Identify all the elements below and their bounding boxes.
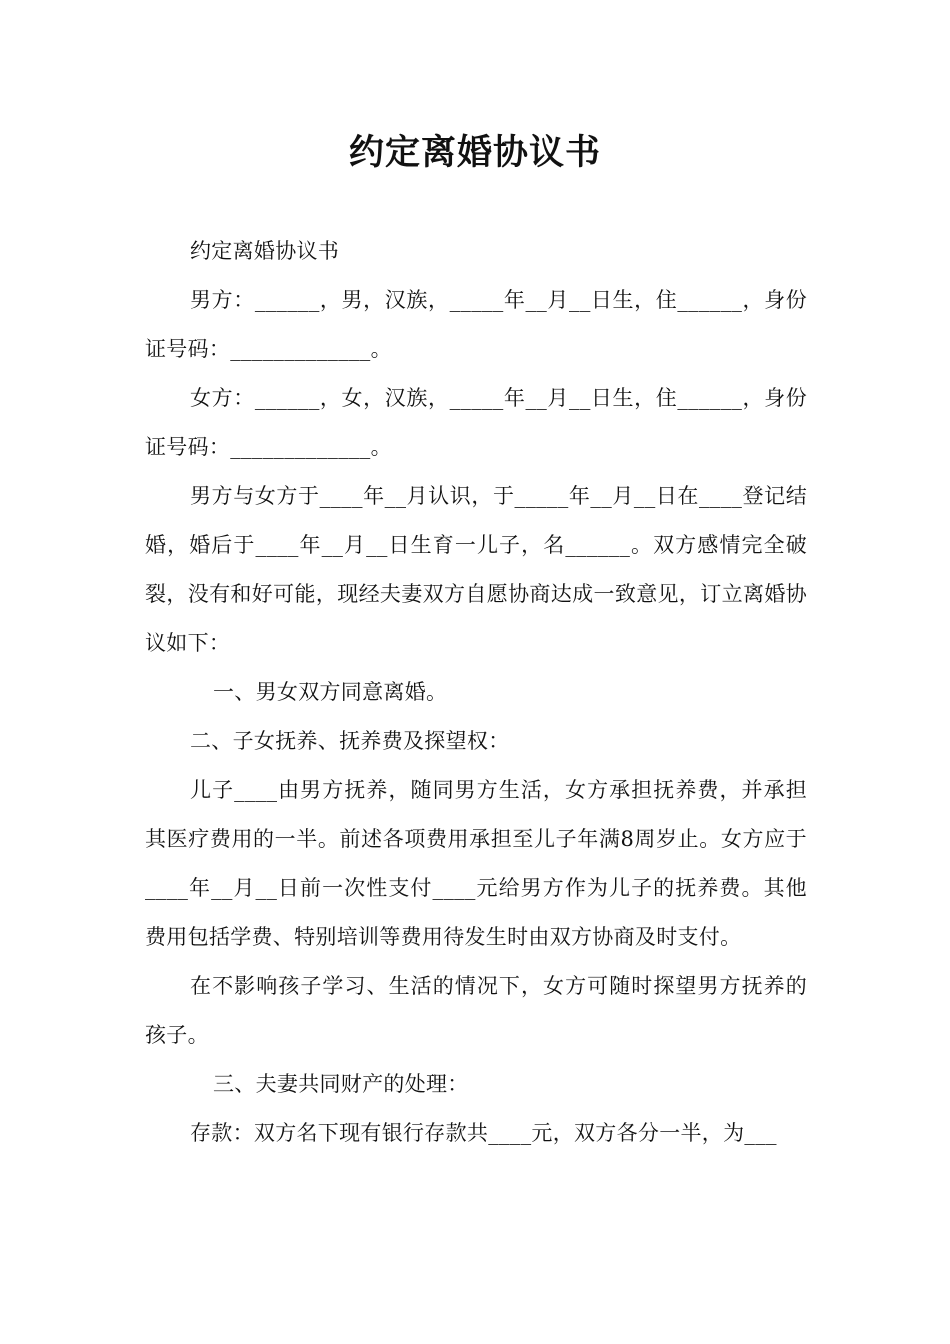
paragraph-clause-2-heading: 二、子女抚养、抚养费及探望权： (190, 729, 510, 753)
paragraph-clause-1: 一、男女双方同意离婚。 (213, 680, 448, 704)
document-body (145, 227, 807, 1158)
paragraph-male-party: 男方：______，男，汉族，_____年__月__日生，住______，身份证号码：_____________。 (145, 288, 807, 361)
paragraph-clause-3-heading: 三、夫妻共同财产的处理： (213, 1072, 469, 1096)
paragraph-female-party: 女方：______，女，汉族，_____年__月__日生，住______，身份证号码：_____________。 (145, 386, 807, 459)
paragraph-background: 男方与女方于____年__月认识，于_____年__月__日在____登记结婚，婚后于____年__月__日生育一儿子，名______。双方感情完全破裂，没有和好可能，现经夫妻双方自愿协商达成一致意见，订立离婚协议如下： (145, 484, 807, 655)
paragraph-subtitle: 约定离婚协议书 (190, 239, 340, 263)
document-title: 约定离婚协议书 (348, 132, 601, 173)
paragraph-child-support: 儿子____由男方抚养，随同男方生活，女方承担抚养费，并承担其医疗费用的一半。前述各项费用承担至儿子年满8周岁止。女方应于____年__月__日前一次性支付____元给男方作为儿子的抚养费。其他费用包括学费、特别培训等费用待发生时由双方协商及时支付。 (145, 778, 807, 949)
paragraph-visitation: 在不影响孩子学习、生活的情况下，女方可随时探望男方抚养的孩子。 (145, 974, 807, 1047)
paragraph-savings: 存款：双方名下现有银行存款共____元，双方各分一半，为___ (190, 1121, 777, 1145)
